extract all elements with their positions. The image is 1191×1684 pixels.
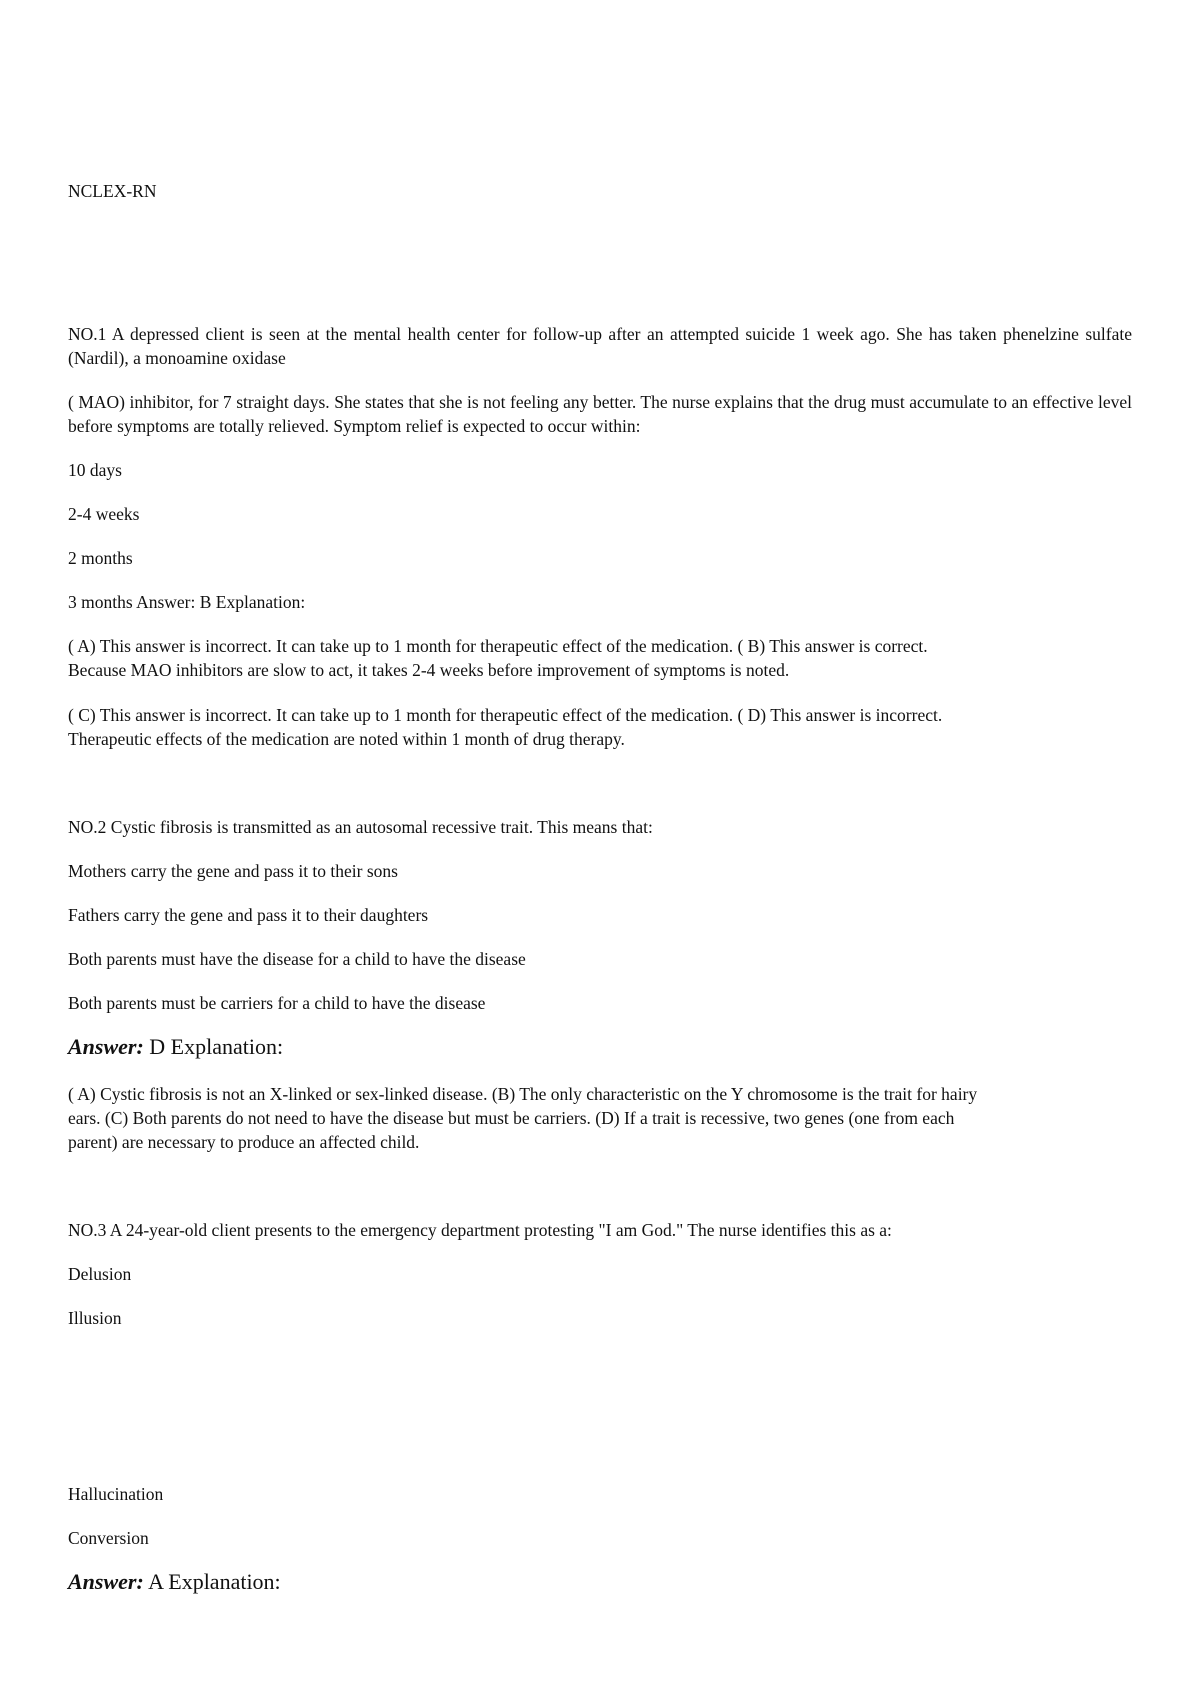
question-1-explanation-line: ( C) This answer is incorrect. It can take up to 1 month for therapeutic effect of the medication. ( D) This answer is incorrect. bbox=[68, 705, 943, 725]
question-2-explanation-line: parent) are necessary to produce an affected child. bbox=[68, 1132, 420, 1152]
question-3-option-3: Hallucination bbox=[68, 1484, 164, 1504]
question-1-explanation-line: Therapeutic effects of the medication are noted within 1 month of drug therapy. bbox=[68, 729, 625, 749]
question-2-explanation-line: ( A) Cystic fibrosis is not an X-linked or sex-linked disease. (B) The only characteristic on the Y chromosome is the trait for hairy bbox=[68, 1084, 978, 1104]
question-1-option-2: 2-4 weeks bbox=[68, 504, 140, 524]
question-1-explanation-line: Because MAO inhibitors are slow to act, it takes 2-4 weeks before improvement of symptoms is noted. bbox=[68, 660, 790, 680]
question-3-answer bbox=[68, 1568, 281, 1596]
question-1-option-1: 10 days bbox=[68, 460, 122, 480]
question-1-stem-part-1: NO.1 A depressed client is seen at the mental health center for follow-up after an attempted suicide 1 week ago. She has taken phenelzine sulfate (Nardil), a monoamine oxidase bbox=[68, 324, 1132, 368]
answer-label: Answer: bbox=[68, 1034, 144, 1059]
question-3-option-4: Conversion bbox=[68, 1528, 149, 1548]
question-2-option-1: Mothers carry the gene and pass it to their sons bbox=[68, 861, 398, 881]
question-1-explanation-line: ( A) This answer is incorrect. It can take up to 1 month for therapeutic effect of the medication. ( B) This answer is correct. bbox=[68, 636, 928, 656]
answer-value: A Explanation: bbox=[143, 1569, 281, 1594]
answer-label: Answer: bbox=[68, 1569, 144, 1594]
question-2-answer bbox=[68, 1033, 283, 1061]
question-1-stem-part-2: ( MAO) inhibitor, for 7 straight days. She states that she is not feeling any better. The nurse explains that the drug must accumulate to an effective level before symptoms are totally relieved. Symptom relief is expected to occur within: bbox=[68, 392, 1132, 436]
question-3-option-2: Illusion bbox=[68, 1308, 122, 1328]
question-2-stem: NO.2 Cystic fibrosis is transmitted as an autosomal recessive trait. This means that: bbox=[68, 817, 653, 837]
question-2-explanation-line: ears. (C) Both parents do not need to have the disease but must be carriers. (D) If a trait is recessive, two genes (one from each bbox=[68, 1108, 955, 1128]
question-2-option-4: Both parents must be carriers for a child to have the disease bbox=[68, 993, 486, 1013]
question-2-option-2: Fathers carry the gene and pass it to their daughters bbox=[68, 905, 429, 925]
document-header: NCLEX-RN bbox=[68, 181, 157, 201]
answer-value: D Explanation: bbox=[143, 1034, 284, 1059]
question-1-option-4-answer: 3 months Answer: B Explanation: bbox=[68, 592, 306, 612]
question-2-option-3: Both parents must have the disease for a child to have the disease bbox=[68, 949, 526, 969]
question-1-option-3: 2 months bbox=[68, 548, 133, 568]
question-3-option-1: Delusion bbox=[68, 1264, 132, 1284]
question-3-stem: NO.3 A 24-year-old client presents to the emergency department protesting "I am God." The nurse identifies this as a: bbox=[68, 1220, 892, 1240]
